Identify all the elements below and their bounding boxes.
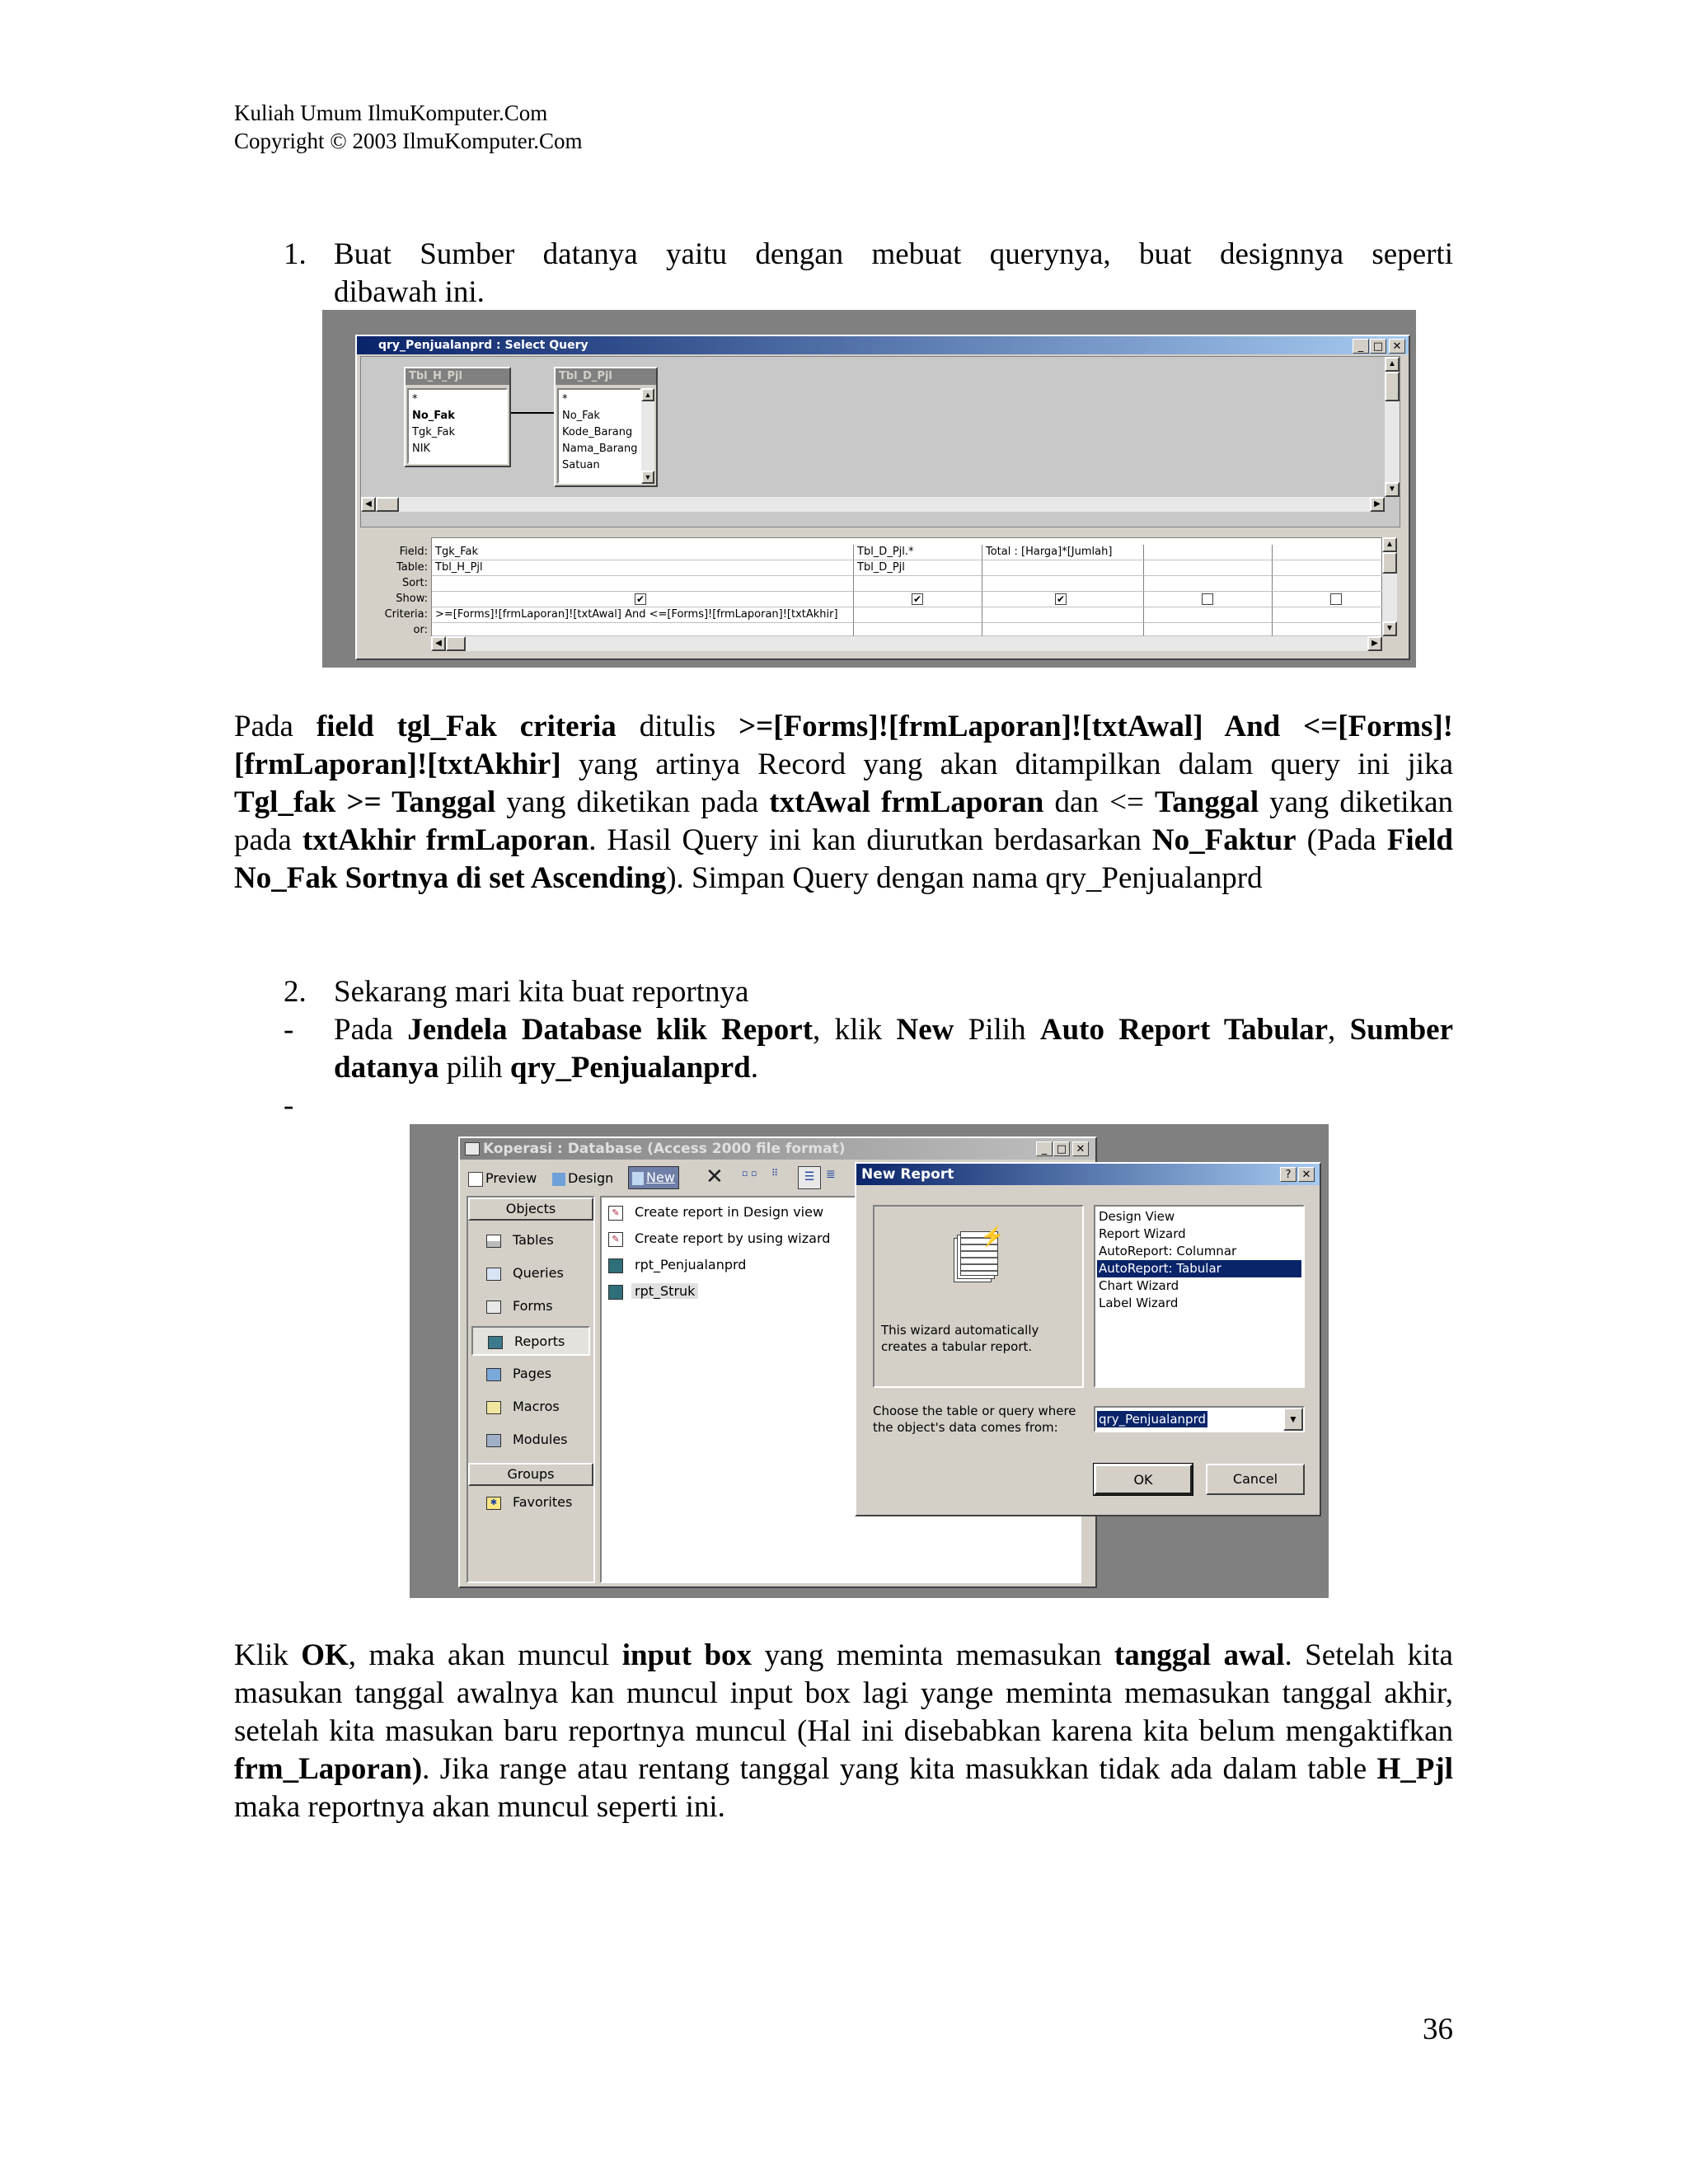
source-select-value: qry_Penjualanprd [1099, 1412, 1206, 1427]
para1-bold: No_Faktur [1151, 823, 1296, 857]
bullet-dash-2: - [284, 1089, 294, 1122]
report-type-option-selected[interactable]: AutoReport: Tabular [1097, 1260, 1301, 1277]
para2-text: yang meminta memasukan [752, 1638, 1114, 1672]
grid-cell-show [432, 592, 854, 607]
grid-hscroll[interactable]: ◀ ▶ [431, 636, 1382, 651]
para1-text: yang artinya Record yang akan ditampilkan dalam query ini jika [560, 748, 1453, 781]
cancel-button[interactable]: Cancel [1206, 1464, 1305, 1495]
report-type-option[interactable]: Design View [1099, 1209, 1175, 1224]
form-icon [486, 1301, 501, 1314]
report-item-label: rpt_Struk [631, 1283, 698, 1299]
close-button[interactable]: ✕ [1389, 339, 1405, 354]
para2-bold: tanggal awal [1114, 1638, 1285, 1672]
field-item[interactable]: Satuan [562, 459, 600, 471]
grid-row-labels [360, 544, 428, 638]
row-label: Criteria: [384, 608, 428, 621]
grid-cell-or[interactable] [1144, 623, 1273, 636]
bullet-bold: Sumber datanya [334, 1013, 1454, 1085]
step1-number: 1. [284, 237, 307, 271]
objects-header[interactable]: Objects [468, 1197, 593, 1221]
para1-text: yang diketikan pada [234, 785, 1453, 857]
field-item[interactable]: * [562, 393, 568, 405]
para1-text: ditulis [616, 710, 739, 743]
tabular-report-icon: ⚡ [954, 1231, 1000, 1282]
bullet-text: Pilih [954, 1013, 1040, 1047]
table-scrollbar[interactable]: ▲ ▼ [641, 388, 654, 484]
objects-item-modules[interactable] [486, 1432, 568, 1447]
grid-body [431, 537, 1382, 636]
para1-bold: Field No_Fak Sortnya di set Ascending [234, 823, 1453, 895]
report-item-design-view[interactable] [608, 1204, 823, 1221]
field-item[interactable]: No_Fak [412, 410, 455, 422]
grid-cell-sort[interactable] [982, 576, 1144, 592]
para2-bold: input box [621, 1638, 753, 1672]
wizard-description: This wizard automatically creates a tabular report. [881, 1323, 1039, 1354]
report-item-label: Create report by using wizard [635, 1230, 831, 1246]
objects-item-label: Macros [513, 1399, 560, 1414]
source-label: Choose the table or query where the object's data comes from: [873, 1404, 1076, 1435]
bullet-bold: Jendela Database klik Report [407, 1013, 814, 1047]
grid-cell-sort[interactable] [1273, 576, 1383, 592]
grid-cell-field[interactable] [1273, 545, 1383, 560]
report-item-rpt-struk[interactable] [608, 1283, 698, 1300]
para1-bold: >=[Forms]![frmLaporan]![txtAwal] And <=[Forms]![frmLaporan]![txtAkhir] [234, 710, 1453, 781]
report-type-option[interactable]: Label Wizard [1099, 1296, 1179, 1310]
new-report-title: New Report [856, 1164, 1320, 1185]
help-button[interactable]: ? [1280, 1167, 1296, 1182]
page-icon [486, 1368, 501, 1381]
grid-cell-criteria[interactable] [1144, 607, 1273, 623]
objects-item-label: Modules [513, 1432, 568, 1447]
query-window-title: qry_Penjualanprd : Select Query [357, 336, 1409, 354]
bullet-dash: - [284, 1013, 294, 1047]
favorites-icon: ✱ [486, 1497, 501, 1510]
field-item[interactable]: Tgk_Fak [412, 426, 455, 438]
step2-bullet-text [334, 1011, 1453, 1087]
objects-bar [467, 1196, 595, 1583]
para2-text: , maka akan muncul [348, 1638, 622, 1672]
para1-bold: Tanggal [1154, 785, 1259, 819]
grid-cell-criteria[interactable] [854, 607, 982, 623]
table-box-title: Tbl_H_Pjl [406, 368, 509, 385]
grid-cell-table[interactable]: Tbl_D_Pjl [854, 560, 982, 576]
para1-text: (Pada [1296, 823, 1387, 857]
ok-button[interactable]: OK [1094, 1464, 1193, 1495]
table-box-h-pjl[interactable] [404, 367, 511, 467]
grid-cell-sort[interactable] [1144, 576, 1273, 592]
grid-cell-table[interactable] [1144, 560, 1273, 576]
para2-bold: frm_Laporan) [234, 1752, 423, 1786]
design-label: Design [568, 1170, 614, 1186]
report-type-option[interactable]: Report Wizard [1099, 1226, 1186, 1241]
new-report-dialog [855, 1162, 1321, 1516]
grid-cell-show [1273, 592, 1383, 607]
para1-bold: txtAwal frmLaporan [769, 785, 1044, 819]
grid-cell-table[interactable]: Tbl_H_Pjl [432, 560, 854, 576]
para1-bold: txtAkhir frmLaporan [302, 823, 589, 857]
objects-item-label: Queries [513, 1265, 564, 1281]
grid-cell-sort[interactable] [432, 576, 854, 592]
step2-text: Sekarang mari kita buat reportnya [334, 975, 749, 1009]
database-app-icon [465, 1142, 480, 1155]
maximize-button[interactable]: □ [1370, 339, 1386, 354]
objects-item-label: Reports [514, 1333, 565, 1349]
bullet-bold: Auto Report Tabular [1039, 1013, 1329, 1047]
minimize-button[interactable]: _ [1353, 339, 1369, 354]
report-icon [608, 1285, 623, 1300]
para2-text: maka reportnya akan muncul seperti ini. [234, 1790, 725, 1824]
wizard-icon: ✎ [608, 1232, 623, 1247]
bullet-bold: New [896, 1013, 954, 1047]
design-icon [552, 1173, 565, 1186]
paragraph-criteria [234, 708, 1453, 898]
report-type-list[interactable] [1094, 1205, 1305, 1388]
chevron-down-icon[interactable]: ▼ [1283, 1408, 1303, 1431]
details-view-icon[interactable]: ≣ [826, 1169, 836, 1181]
field-item[interactable]: NIK [412, 443, 431, 455]
grid-cell-table[interactable] [1273, 560, 1383, 576]
report-icon [488, 1336, 503, 1349]
row-label: or: [413, 624, 428, 636]
grid-cell-show [982, 592, 1144, 607]
header-site-title: Kuliah Umum IlmuKomputer.Com [234, 101, 548, 125]
objects-item-pages[interactable] [486, 1366, 551, 1381]
report-type-option[interactable]: AutoReport: Columnar [1099, 1244, 1237, 1258]
grid-cell-field[interactable]: Tgk_Fak [432, 545, 854, 560]
grid-cell-sort[interactable] [854, 576, 982, 592]
module-icon [486, 1434, 501, 1447]
maximize-button[interactable]: □ [1053, 1141, 1070, 1156]
row-label: Field: [399, 546, 428, 558]
design-wizard-icon: ✎ [608, 1206, 623, 1221]
para2-bold: H_Pjl [1376, 1752, 1453, 1786]
preview-icon [468, 1172, 483, 1187]
field-item[interactable]: Nama_Barang [562, 443, 638, 455]
show-checkbox[interactable]: ✔ [912, 593, 922, 605]
groups-header[interactable]: Groups [468, 1463, 593, 1486]
minimize-button[interactable]: _ [1036, 1141, 1053, 1156]
para1-bold: field tgl_Fak criteria [316, 710, 617, 743]
show-checkbox[interactable] [1330, 593, 1342, 605]
row-label: Show: [396, 593, 428, 605]
design-grid [360, 534, 1400, 654]
show-checkbox[interactable] [1202, 593, 1213, 605]
query-icon [486, 1268, 501, 1281]
grid-cell-show [854, 592, 982, 607]
para1-bold: Tgl_fak >= Tanggal [234, 785, 496, 819]
design-button[interactable] [552, 1168, 613, 1189]
close-button[interactable]: ✕ [1298, 1167, 1315, 1182]
grid-cell-field[interactable]: Total : [Harga]*[Jumlah] [982, 545, 1144, 560]
table-box-title: Tbl_D_Pjl [556, 368, 656, 385]
para1-text: . Hasil Query ini kan diurutkan berdasarkan [588, 823, 1152, 857]
objects-item-label: Tables [513, 1232, 554, 1248]
objects-item-macros[interactable] [486, 1399, 560, 1414]
row-label: Sort: [401, 577, 428, 589]
macro-icon [486, 1401, 501, 1414]
grid-cell-field[interactable]: Tbl_D_Pjl.* [854, 545, 982, 560]
para2-text: Klik [234, 1638, 302, 1672]
bullet-text: , [1328, 1013, 1350, 1047]
step1-text-line2: dibawah ini. [334, 275, 485, 309]
objects-item-tables[interactable] [486, 1232, 554, 1248]
para1-text: yang diketikan pada [495, 785, 770, 819]
large-icons-icon[interactable]: ▫ ▫ [742, 1168, 757, 1179]
show-checkbox[interactable]: ✔ [1056, 593, 1066, 605]
pane-hscroll[interactable]: ◀ ▶ [361, 497, 1385, 512]
grid-cell-or[interactable] [982, 623, 1144, 636]
grid-cell-or[interactable] [432, 623, 854, 636]
row-label: Table: [396, 561, 428, 574]
page-number: 36 [1423, 2013, 1453, 2046]
delete-icon[interactable]: ✕ [706, 1165, 724, 1189]
grid-cell-table[interactable] [982, 560, 1144, 576]
grid-cell-show [1144, 592, 1273, 607]
objects-item-reports[interactable] [471, 1326, 590, 1356]
bullet-text: , klik [813, 1013, 897, 1047]
groups-item-favorites[interactable] [486, 1494, 572, 1510]
para1-text: ). Simpan Query dengan nama qry_Penjualanprd [666, 861, 1263, 895]
pane-vscroll[interactable]: ▲ ▼ [1385, 357, 1400, 497]
grid-cell-or[interactable] [854, 623, 982, 636]
query-window [355, 335, 1410, 660]
objects-item-queries[interactable] [486, 1265, 564, 1281]
new-icon [632, 1172, 644, 1185]
new-label: New [646, 1169, 675, 1185]
grid-cell-or[interactable] [1273, 623, 1383, 636]
small-icons-icon[interactable]: ⠿ [771, 1168, 779, 1179]
preview-button[interactable] [468, 1168, 537, 1189]
report-item-label: rpt_Penjualanprd [635, 1257, 747, 1272]
field-item[interactable]: Kode_Barang [562, 426, 633, 438]
grid-vscroll[interactable]: ▲ ▼ [1382, 537, 1397, 636]
preview-label: Preview [485, 1170, 537, 1186]
para2-text: . Setelah kita masukan tanggal awalnya kan muncul input box lagi yange meminta memasukan tanggal akhir, setelah kita masukan baru reportnya muncul (Hal ini disebabkan karena kita belum mengaktifkan [234, 1638, 1453, 1748]
grid-cell-field[interactable] [1144, 545, 1273, 560]
bullet-bold: qry_Penjualanprd [509, 1051, 751, 1085]
table-box-d-pjl[interactable] [554, 367, 658, 487]
bullet-text: . [750, 1051, 759, 1085]
groups-item-label: Favorites [513, 1494, 573, 1510]
bullet-text: Pada [334, 1013, 408, 1047]
list-view-icon[interactable]: ☰ [798, 1166, 821, 1189]
report-type-option[interactable]: Chart Wizard [1099, 1278, 1179, 1293]
field-item[interactable]: * [412, 393, 418, 405]
grid-cell-criteria[interactable] [1273, 607, 1383, 623]
new-button[interactable] [628, 1166, 679, 1189]
database-window-title: Koperasi : Database (Access 2000 file format) [460, 1138, 1095, 1160]
query-design-screenshot [322, 310, 1416, 668]
grid-cell-criteria[interactable] [982, 607, 1144, 623]
show-checkbox[interactable]: ✔ [635, 593, 645, 605]
para1-text: dan <= [1043, 785, 1155, 819]
report-item-wizard[interactable] [608, 1230, 830, 1247]
para1-text: Pada [234, 710, 316, 743]
step2-number: 2. [284, 975, 307, 1009]
objects-item-label: Forms [513, 1298, 553, 1314]
grid-cell-criteria[interactable]: >=[Forms]![frmLaporan]![txtAwal] And <=[Forms]![frmLaporan]![txtAkhir] [432, 607, 854, 623]
table-pane [360, 356, 1400, 527]
report-icon [608, 1258, 623, 1273]
bullet-text: pilih [438, 1051, 510, 1085]
header-copyright: Copyright © 2003 IlmuKomputer.Com [234, 129, 583, 153]
objects-item-label: Pages [513, 1366, 552, 1381]
objects-item-forms[interactable] [486, 1298, 553, 1314]
report-item-label: Create report in Design view [635, 1204, 824, 1220]
para2-bold: OK [301, 1638, 349, 1672]
step1-text-line1: Buat Sumber datanya yaitu dengan mebuat querynya, buat designnya seperti [334, 237, 1453, 271]
field-item[interactable]: No_Fak [562, 410, 600, 422]
table-icon [486, 1235, 501, 1248]
database-screenshot [410, 1124, 1329, 1598]
paragraph-ok [234, 1637, 1453, 1826]
source-select[interactable] [1094, 1406, 1305, 1432]
wizard-preview-panel [873, 1205, 1084, 1388]
report-item-rpt-penjualanprd[interactable] [608, 1257, 746, 1273]
close-button[interactable]: ✕ [1072, 1141, 1089, 1156]
para2-text: . Jika range atau rentang tanggal yang kita masukkan tidak ada dalam table [422, 1752, 1377, 1786]
join-line [511, 412, 554, 414]
